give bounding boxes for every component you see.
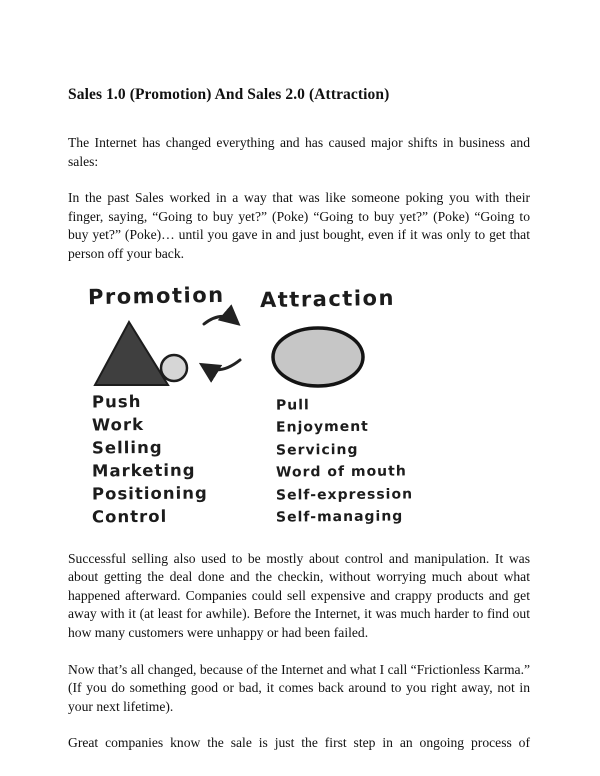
paragraph-intro-1: The Internet has changed everything and has caused major shifts in business and sales: [68, 135, 530, 169]
attraction-circle-icon [273, 328, 363, 386]
promotion-list-item: Push [91, 391, 142, 412]
attraction-list-item: Self-managing [275, 508, 404, 526]
attraction-title: Attraction [259, 285, 396, 312]
left-arrow-icon [204, 360, 240, 370]
attraction-list-item: Enjoyment [275, 418, 369, 436]
attraction-list [276, 394, 413, 529]
promotion-list-item: Positioning [91, 483, 208, 504]
poke-triangle-icon [95, 322, 168, 385]
promotion-list-item: Marketing [91, 460, 196, 481]
paragraph-body-3: Great companies know the sale is just the first step in an ongoing process of [68, 735, 530, 751]
attraction-list-item: Self-expression [275, 485, 414, 504]
promotion-vs-attraction-illustration [68, 282, 530, 544]
paragraph-intro-2: In the past Sales worked in a way that was like someone poking you with their finger, saying, “Going to buy yet?” (Poke) “Going to buy yet?” (Poke) “Going to buy yet?” (Poke)… until you gave in and just bought, even if it was only to get that person off your back. [68, 190, 530, 261]
promotion-list-item: Work [91, 414, 145, 435]
promotion-list [92, 390, 208, 528]
right-arrow-icon [204, 316, 236, 324]
promotion-list-item: Control [91, 506, 168, 527]
attraction-list-item: Servicing [275, 441, 359, 459]
attraction-list-item: Word of mouth [275, 463, 407, 481]
paragraph-body-2: Now that’s all changed, because of the Internet and what I call “Frictionless Karma.” (If you do something good or bad, it comes back around to you right away, not in your next lifetime). [68, 661, 530, 714]
promotion-list-item: Selling [91, 437, 163, 458]
promotion-title: Promotion [87, 282, 225, 309]
page-title: Sales 1.0 (Promotion) And Sales 2.0 (Attraction) [68, 86, 390, 103]
paragraph-body-1: Successful selling also used to be mostly about control and manipulation. It was about getting the deal done and the checkin, without worrying much about what happened afterward. Companies could sell expensive and crappy products and get away with it (at least for awhile). Before the Internet, it was much harder to find out how many customers were unhappy or had been failed. [68, 550, 530, 640]
poked-ball-icon [161, 355, 187, 381]
attraction-list-item: Pull [275, 396, 310, 414]
